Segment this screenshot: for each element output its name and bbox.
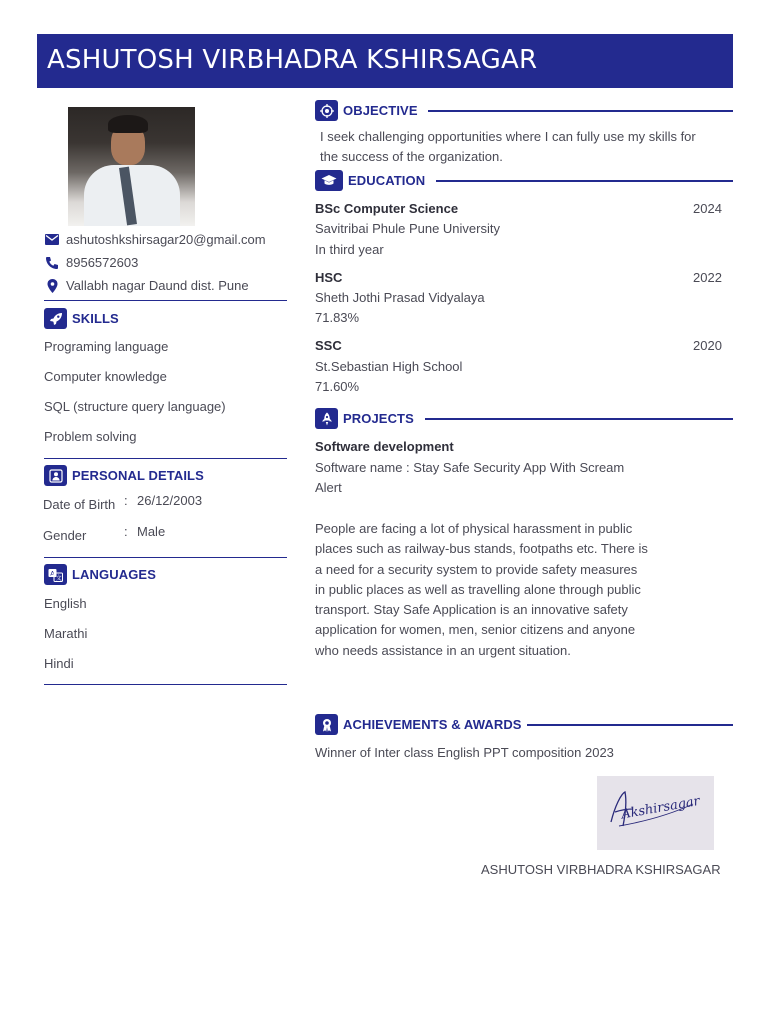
education-rule (436, 180, 733, 182)
project-description: People are facing a lot of physical harassment in public places such as railway-bus stands, footpaths etc. There is a need for a security system to provide safety measures in public places as well as travelling alone through public transport. Stay Safe Application is an innovative safety application for women, men, senior citizens and anyone who needs assistance in an urgent situation. (315, 521, 648, 658)
gender-value: Male (137, 524, 166, 539)
skills-heading (44, 308, 119, 329)
education-degree: BSc Computer Science (315, 201, 459, 216)
achievements-title: ACHIEVEMENTS & AWARDS (343, 717, 522, 732)
education-year: 2022 (693, 270, 722, 285)
signature-image (597, 776, 714, 850)
projects-heading (315, 408, 414, 429)
education-detail: In third year (315, 242, 384, 257)
mail-icon (44, 233, 60, 247)
education-heading (315, 170, 425, 191)
candidate-name: ASHUTOSH VIRBHADRA KSHIRSAGAR (47, 45, 538, 75)
award-ribbon-icon (315, 714, 338, 735)
objective-title: OBJECTIVE (343, 103, 418, 118)
skills-divider (44, 458, 287, 459)
svg-text:Akshirsagar: Akshirsagar (620, 793, 701, 823)
contact-email[interactable]: ashutoshkshirsagar20@gmail.com (66, 232, 266, 247)
education-detail: 71.60% (315, 379, 360, 394)
dob-label: Date of Birth (43, 497, 116, 512)
education-title: EDUCATION (348, 173, 426, 188)
location-pin-icon (44, 279, 60, 293)
contact-email-row (44, 232, 266, 247)
project-software-name: Software name : Stay Safe Security App With Scream Alert (315, 460, 625, 496)
languages-divider (44, 684, 287, 685)
gender-label: Gender (43, 528, 87, 543)
language-item: Marathi (44, 626, 88, 641)
translate-icon (44, 564, 67, 585)
svg-text:A: A (50, 569, 55, 578)
phone-icon (44, 256, 60, 270)
skill-item: Computer knowledge (44, 369, 167, 384)
objective-text: I seek challenging opportunities where I can fully use my skills for the success of the organization. (320, 129, 696, 165)
language-item: English (44, 596, 87, 611)
contact-phone[interactable]: 8956572603 (66, 255, 139, 270)
header-banner (37, 34, 733, 88)
contact-address: Vallabh nagar Daund dist. Pune (66, 278, 249, 293)
objective-rule (428, 110, 733, 112)
dob-value: 26/12/2003 (137, 493, 203, 508)
education-school: Sheth Jothi Prasad Vidyalaya (315, 290, 485, 305)
education-detail: 71.83% (315, 310, 360, 325)
achievements-rule (527, 724, 733, 726)
achievements-heading (315, 714, 522, 735)
skill-item: Programing language (44, 339, 169, 354)
projects-title: PROJECTS (343, 411, 414, 426)
achievement-item: Winner of Inter class English PPT composition 2023 (315, 745, 614, 760)
svg-text:文: 文 (55, 574, 62, 582)
gender-colon: : (124, 524, 128, 539)
education-school: Savitribai Phule Pune University (315, 221, 500, 236)
contact-phone-row (44, 255, 138, 270)
rocket-icon (44, 308, 67, 329)
target-icon (315, 100, 338, 121)
profile-photo (68, 107, 195, 226)
contact-address-row (44, 278, 249, 293)
skill-item: Problem solving (44, 429, 137, 444)
graduation-cap-icon (315, 170, 343, 191)
signature-name: ASHUTOSH VIRBHADRA KSHIRSAGAR (481, 862, 721, 877)
education-degree: SSC (315, 338, 342, 353)
projects-rule (425, 418, 733, 420)
personal-details-heading (44, 465, 204, 486)
education-degree: HSC (315, 270, 343, 285)
contact-divider (44, 300, 287, 301)
personal-divider (44, 557, 287, 558)
languages-title: LANGUAGES (72, 567, 156, 582)
objective-heading (315, 100, 418, 121)
education-school: St.Sebastian High School (315, 359, 463, 374)
education-year: 2024 (693, 201, 722, 216)
dob-colon: : (124, 493, 128, 508)
person-icon (44, 465, 67, 486)
project-name: Software development (315, 439, 454, 454)
language-item: Hindi (44, 656, 74, 671)
education-year: 2020 (693, 338, 722, 353)
skills-title: SKILLS (72, 311, 119, 326)
languages-heading (44, 564, 156, 585)
rocket-launch-icon (315, 408, 338, 429)
personal-details-title: PERSONAL DETAILS (72, 468, 204, 483)
skill-item: SQL (structure query language) (44, 399, 226, 414)
